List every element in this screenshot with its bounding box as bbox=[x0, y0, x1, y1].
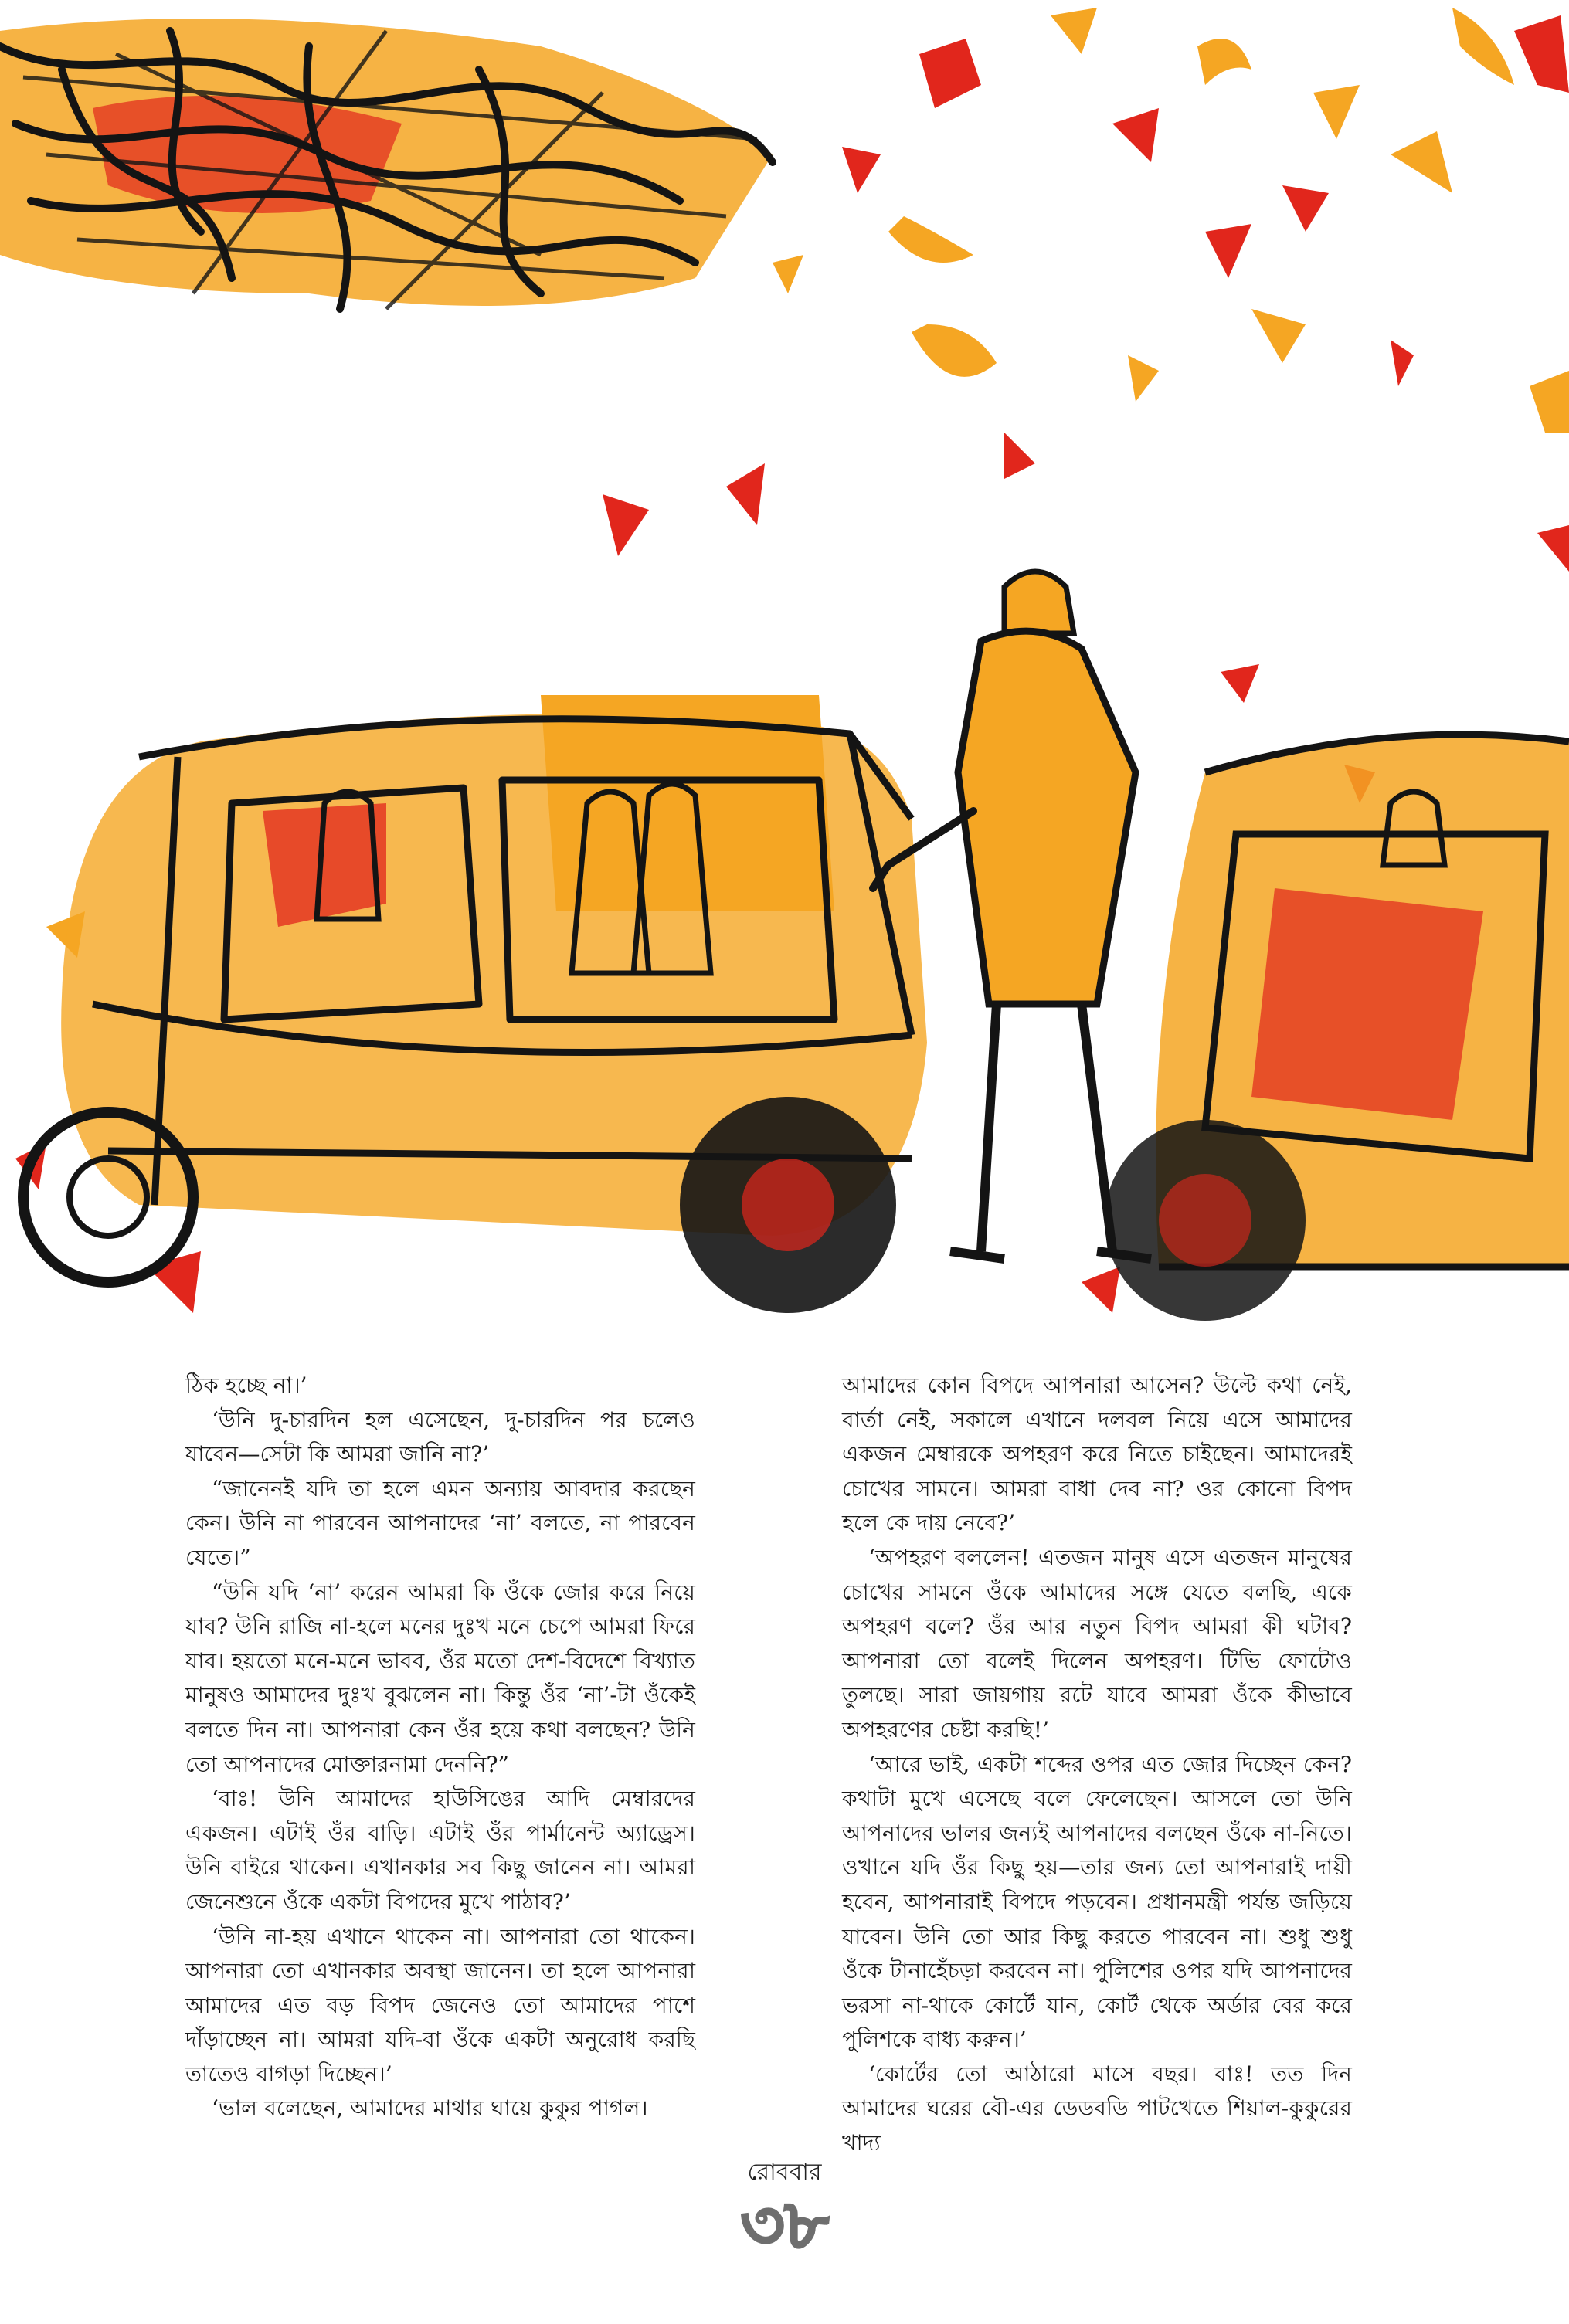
auto-rickshaw-right bbox=[1105, 735, 1569, 1321]
text-column-left bbox=[185, 1369, 695, 2126]
paragraph: ‘অপহরণ বললেন! এতজন মানুষ এসে এতজন মানুষের চোখের সামনে ওঁকে আমাদের সঙ্গে যেতে বলছি, একে অপহরণ বলে? ওঁর আর নতুন বিপদ আমরা কী ঘটাব? আপনারা তো বলেই দিলেন অপহরণ। টিভি ফোটোও তুলছে। সারা জায়গায় রটে যাবে আমরা ওঁকে কীভাবে অপহরণের চেষ্টা করছি!’ bbox=[842, 1544, 1352, 1742]
paragraph: ‘উনি না-হয় এখানে থাকেন না। আপনারা তো থাকেন। আপনারা তো এখানকার অবস্থা জানেন। তা হলে আপনারা আমাদের এত বড় বিপদ জেনেও তো আমাদের পাশে দাঁড়াচ্ছেন না। আমরা যদি-বা ওঁকে একটা অনুরোধ করছি তাতেও বাগড়া দিচ্ছেন।’ bbox=[185, 1923, 695, 2087]
paragraph: “জানেনই যদি তা হলে এমন অন্যায় আবদার করছেন কেন। উনি না পারবেন আপনাদের ‘না’ বলতে, না পারবেন যেতে।” bbox=[185, 1475, 695, 1570]
text-column-right bbox=[842, 1369, 1352, 2161]
paragraph: ‘আরে ভাই, একটা শব্দের ওপর এত জোর দিচ্ছেন কেন? কথাটা মুখে এসেছে বলে ফেলেছেন। আসলে তো উনি আপনাদের ভালর জন্যই আপনাদের বলছেন ওঁকে না-নিতে। ওখানে যদি ওঁর কিছু হয়—তার জন্য তো আপনারাই দায়ী হবেন, আপনারাই বিপদে পড়বেন। প্রধানমন্ত্রী পর্যন্ত জড়িয়ে যাবেন। উনি তো আর কিছু করতে পারবেন না। শুধু শুধু ওঁকে টানাহেঁচড়া করবেন না। পুলিশের ওপর যদি আপনাদের ভরসা না-থাকে কোর্টে যান, কোর্ট থেকে অর্ডার বের করে পুলিশকে বাধ্য করুন।’ bbox=[842, 1751, 1352, 2053]
magazine-name: রোববার bbox=[747, 2159, 822, 2186]
auto-rickshaw-left bbox=[23, 695, 927, 1313]
paragraph: ঠিক হচ্ছে না।’ bbox=[185, 1372, 307, 1398]
tree-canopy bbox=[0, 19, 773, 309]
paragraph: ‘কোর্টের তো আঠারো মাসে বছর। বাঃ! তত দিন আমাদের ঘরের বৌ-এর ডেডবডি পাটখেতে শিয়াল-কুকুরের খাদ্য bbox=[842, 2061, 1352, 2156]
paragraph: ‘ভাল বলেছেন, আমাদের মাথার ঘায়ে কুকুর পাগল। bbox=[212, 2095, 648, 2122]
paragraph: “উনি যদি ‘না’ করেন আমরা কি ওঁকে জোর করে নিয়ে যাব? উনি রাজি না-হলে মনের দুঃখ মনে চেপে আমরা ফিরে যাব। হয়তো মনে-মনে ভাবব, ওঁর মতো দেশ-বিদেশে বিখ্যাত মানুষও আমাদের দুঃখ বুঝলেন না। কিন্তু ওঁর ‘না’-টা ওঁকেই বলতে দিন না। আপনারা কেন ওঁর হয়ে কথা বলছেন? উনি তো আপনাদের মোক্তারনামা দেননি?” bbox=[185, 1579, 695, 1777]
paragraph: ‘বাঃ! উনি আমাদের হাউসিঙের আদি মেম্বারদের একজন। এটাই ওঁর বাড়ি। এটাই ওঁর পার্মানেন্ট অ্যাড্রেস। উনি বাইরে থাকেন। এখানকার সব কিছু জানেন না। আমরা জেনেশুনে ওঁকে একটা বিপদের মুখে পাঠাব?’ bbox=[185, 1786, 695, 1915]
paragraph: আমাদের কোন বিপদে আপনারা আসেন? উল্টে কথা নেই, বার্তা নেই, সকালে এখানে দলবল নিয়ে এসে আমাদের একজন মেম্বারকে অপহরণ করে নিতে চাইছেন। আমাদেরই চোখের সামনে। আমরা বাধা দেব না? ওর কোনো বিপদ হলে কে দায় নেবে?’ bbox=[842, 1372, 1352, 1536]
paragraph: ‘উনি দু-চারদিন হল এসেছেন, দু-চারদিন পর চলেও যাবেন—সেটা কি আমরা জানি না?’ bbox=[185, 1406, 695, 1467]
page-number: ৩৮ bbox=[740, 2184, 829, 2265]
